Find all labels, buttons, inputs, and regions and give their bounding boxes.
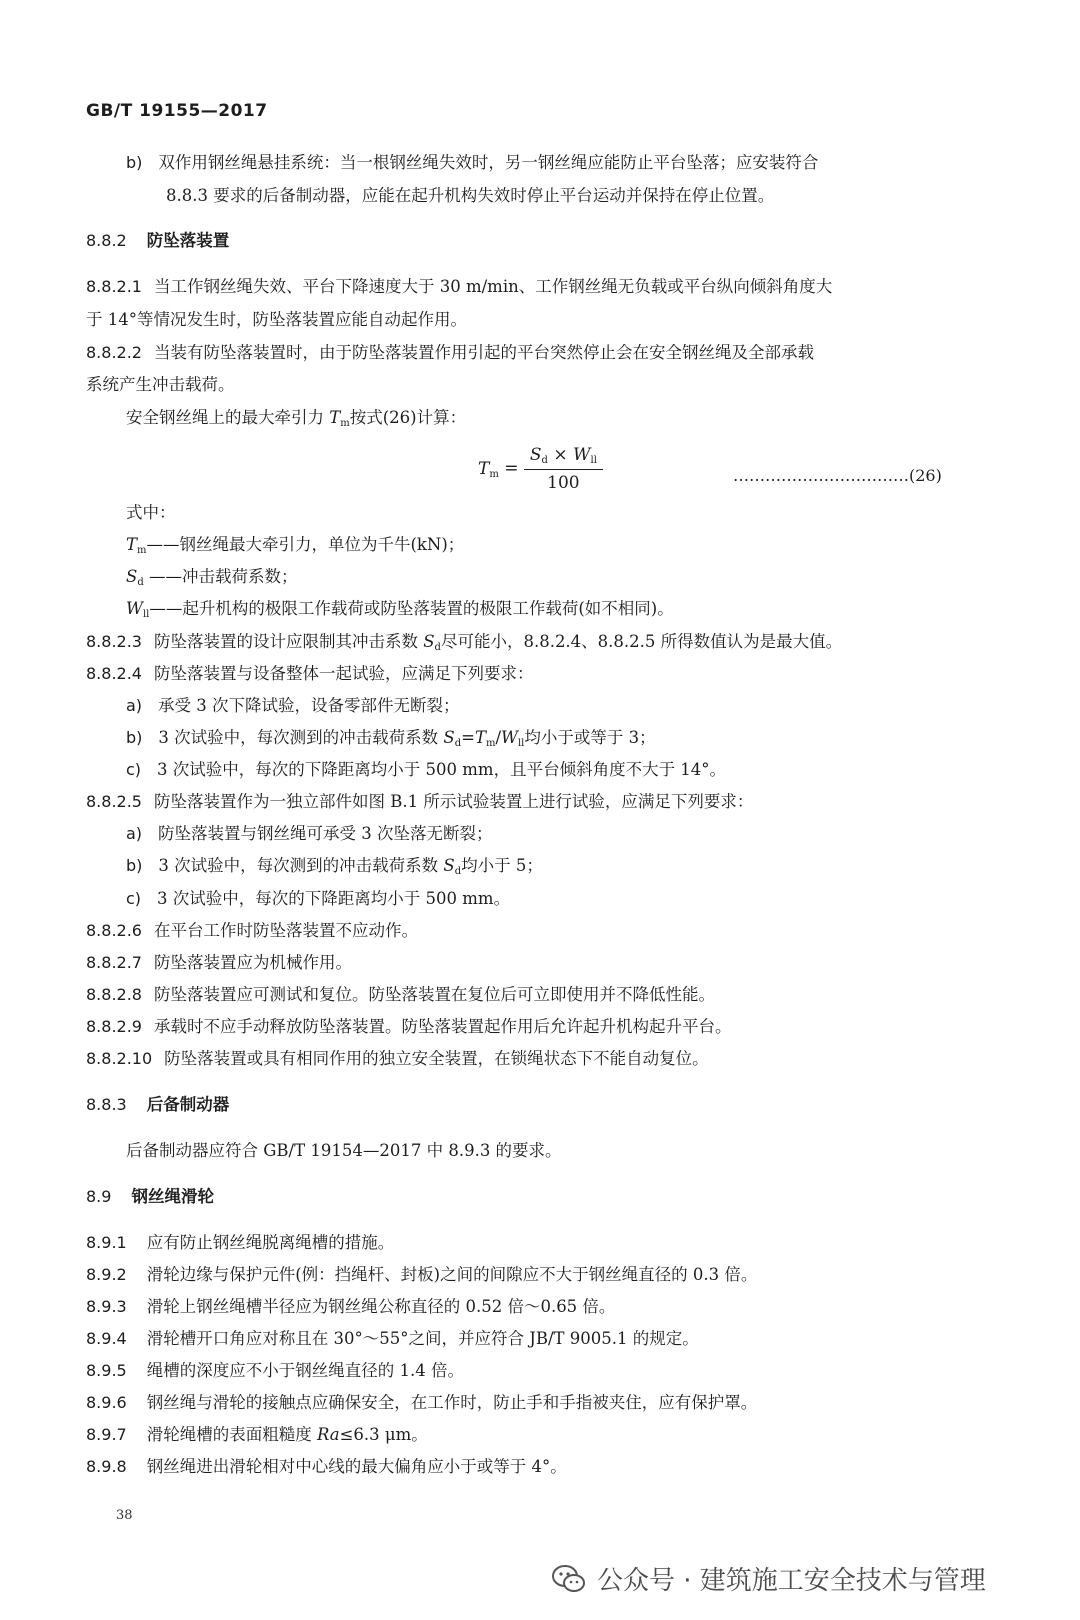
clause-number: 8.9.7 [86,1425,127,1444]
line-text: 承受 3 次下降试验，设备零部件无断裂； [158,696,460,715]
formula-numerator: $S_d \times W_{ll}$ [524,445,603,470]
line-text: 钢丝绳与滑轮的接触点应确保安全，在工作时，防止手和手指被夹住，应有保护罩。 [146,1393,758,1412]
line-text: 于 14°等情况发生时，防坠落装置应能自动起作用。 [86,310,467,329]
formula-lhs: $T_m$ [478,458,499,480]
clause-number: c) [126,889,142,908]
line-text: 当工作钢丝绳失效、平台下降速度大于 30 m/min、工作钢丝绳无负载或平台纵向倾斜角度大 [153,277,833,296]
text-line [86,345,814,362]
wechat-icon [551,1563,587,1595]
clause-number: 8.9.1 [86,1233,127,1252]
text-line [86,1299,615,1316]
line-text: 安全钢丝绳上的最大牵引力 $T_m$按式(26)计算： [126,408,467,429]
line-text: 3 次试验中，每次测到的冲击载荷系数 $S_d$均小于 5； [158,856,543,877]
formula-denominator: 100 [547,473,580,493]
line-text: 双作用钢丝绳悬挂系统：当一根钢丝绳失效时，另一钢丝绳应能防止平台坠落；应安装符合 [158,153,819,172]
line-text: 防坠落装置的设计应限制其冲击系数 $S_d$尽可能小，8.8.2.4、8.8.2.5 所得数值认为是最大值。 [153,632,843,653]
line-text: 防坠落装置与钢丝绳可承受 3 次坠落无断裂； [158,824,493,843]
text-line [86,1019,731,1036]
line-text: 防坠落装置作为一独立部件如图 B.1 所示试验装置上进行试验，应满足下列要求： [153,792,754,811]
clause-number: 8.8.2.8 [86,985,142,1004]
line-text: 防坠落装置或具有相同作用的独立安全装置，在锁绳状态下不能自动复位。 [164,1049,709,1068]
text-line [86,377,235,394]
clause-number: 8.9.2 [86,1265,127,1284]
clause-number: 8.9.8 [86,1457,127,1476]
formula-26: $T_m$ = $\frac{S_d \times W_{ll}}{100}$ [478,445,603,493]
watermark-text: 公众号 · 建筑施工安全技术与管理 [597,1566,986,1596]
text-line [86,955,352,972]
text-line [126,569,297,588]
clause-number: 8.8.2.6 [86,921,142,940]
heading-text: 钢丝绳滑轮 [131,1187,214,1206]
clause-number: 8.8.2.7 [86,953,142,972]
text-line [126,762,726,779]
clause-number: c) [126,760,142,779]
line-text: 当装有防坠落装置时，由于防坠落装置作用引起的平台突然停止会在安全钢丝绳及全部承载 [153,343,814,362]
line-text: 钢丝绳进出滑轮相对中心线的最大偏角应小于或等于 4°。 [146,1457,567,1476]
clause-number: 8.8.2.9 [86,1017,142,1036]
line-text: 后备制动器应符合 GB/T 19154—2017 中 8.9.3 的要求。 [126,1141,562,1160]
clause-number: 8.9.4 [86,1329,127,1348]
text-line [86,634,842,653]
line-text: 防坠落装置应可测试和复位。防坠落装置在复位后可立即使用并不降低性能。 [153,985,715,1004]
equation-number: ……………………………(26) [733,466,942,485]
text-line [126,537,464,556]
text-line [86,1331,699,1348]
clause-number: 8.9.6 [86,1393,127,1412]
text-line [126,891,510,908]
text-line [126,505,176,522]
watermark [551,1560,986,1597]
section-heading [86,233,229,250]
line-text: 承载时不应手动释放防坠落装置。防坠落装置起作用后允许起升机构起升平台。 [153,1017,732,1036]
text-line [86,666,533,683]
text-line [86,1363,464,1380]
clause-number: 8.8.2.4 [86,664,142,683]
clause-number: 8.8.3 [86,1095,127,1114]
line-text: 式中： [126,503,176,522]
line-text: 滑轮绳槽的表面粗糙度 Ra≤6.3 μm。 [146,1425,428,1444]
text-line [86,279,832,296]
clause-number: 8.9 [86,1187,112,1206]
text-line [86,1235,394,1252]
line-text: 滑轮边缘与保护元件(例：挡绳杆、封板)之间的间隙应不大于钢丝绳直径的 0.3 倍。 [146,1265,758,1284]
section-heading [86,1097,229,1114]
text-line [126,410,466,429]
clause-number: 8.8.2.2 [86,343,142,362]
text-line [86,1459,567,1476]
line-text: $W_{ll}——$起升机构的极限工作载荷或防坠落装置的极限工作载荷(如不相同)。 [126,599,674,620]
line-text: 3 次试验中，每次测到的冲击载荷系数 $S_d=T_m/W_{ll}$均小于或等于 3； [158,728,656,749]
standard-number: GB/T 19155—2017 [86,101,268,121]
line-text: 绳槽的深度应不小于钢丝绳直径的 1.4 倍。 [146,1361,464,1380]
text-line [86,312,467,329]
heading-text: 后备制动器 [146,1095,230,1114]
line-text: 系统产生冲击载荷。 [86,375,235,394]
formula-fraction [524,445,603,493]
clause-number: 8.8.2.5 [86,792,142,811]
clause-number: a) [126,696,143,715]
text-line [166,188,774,205]
line-text: $S_d$ ——冲击载荷系数； [126,567,298,588]
text-line [126,730,656,749]
clause-number: b) [126,856,143,875]
text-line [86,923,418,940]
text-line [126,826,493,843]
line-text: 3 次试验中，每次的下降距离均小于 500 mm。 [157,889,511,908]
clause-number: a) [126,824,143,843]
section-heading [86,1189,214,1206]
line-text: 滑轮槽开口角应对称且在 30°～55°之间，并应符合 JB/T 9005.1 的规定。 [146,1329,699,1348]
heading-text: 防坠落装置 [146,231,230,250]
text-line [126,698,460,715]
clause-number: 8.9.3 [86,1297,127,1316]
line-text: 3 次试验中，每次的下降距离均小于 500 mm，且平台倾斜角度不大于 14°。 [157,760,727,779]
text-line [126,155,818,172]
line-text: 应有防止钢丝绳脱离绳槽的措施。 [146,1233,395,1252]
clause-number: 8.8.2.3 [86,632,142,651]
line-text: 8.8.3 要求的后备制动器，应能在起升机构失效时停止平台运动并保持在停止位置。 [166,186,775,205]
text-line [86,794,753,811]
text-line [86,1051,709,1068]
line-text: 防坠落装置应为机械作用。 [153,953,352,972]
clause-number: 8.9.5 [86,1361,127,1380]
line-text: 滑轮上钢丝绳槽半径应为钢丝绳公称直径的 0.52 倍～0.65 倍。 [146,1297,616,1316]
line-text: 在平台工作时防坠落装置不应动作。 [153,921,418,940]
clause-number: b) [126,153,143,172]
text-line [126,858,543,877]
clause-number: 8.8.2.10 [86,1049,153,1068]
text-line [86,1395,757,1412]
clause-number: 8.8.2.1 [86,277,142,296]
clause-number: b) [126,728,143,747]
clause-number: 8.8.2 [86,231,127,250]
line-text: $T_m——$钢丝绳最大牵引力，单位为千牛(kN)； [126,535,465,556]
text-line [86,987,715,1004]
text-line [126,601,674,620]
line-text: 防坠落装置与设备整体一起试验，应满足下列要求： [153,664,534,683]
page-number: 38 [116,1508,133,1523]
text-line [86,1267,757,1284]
text-line [86,1427,428,1444]
text-line [126,1143,562,1160]
